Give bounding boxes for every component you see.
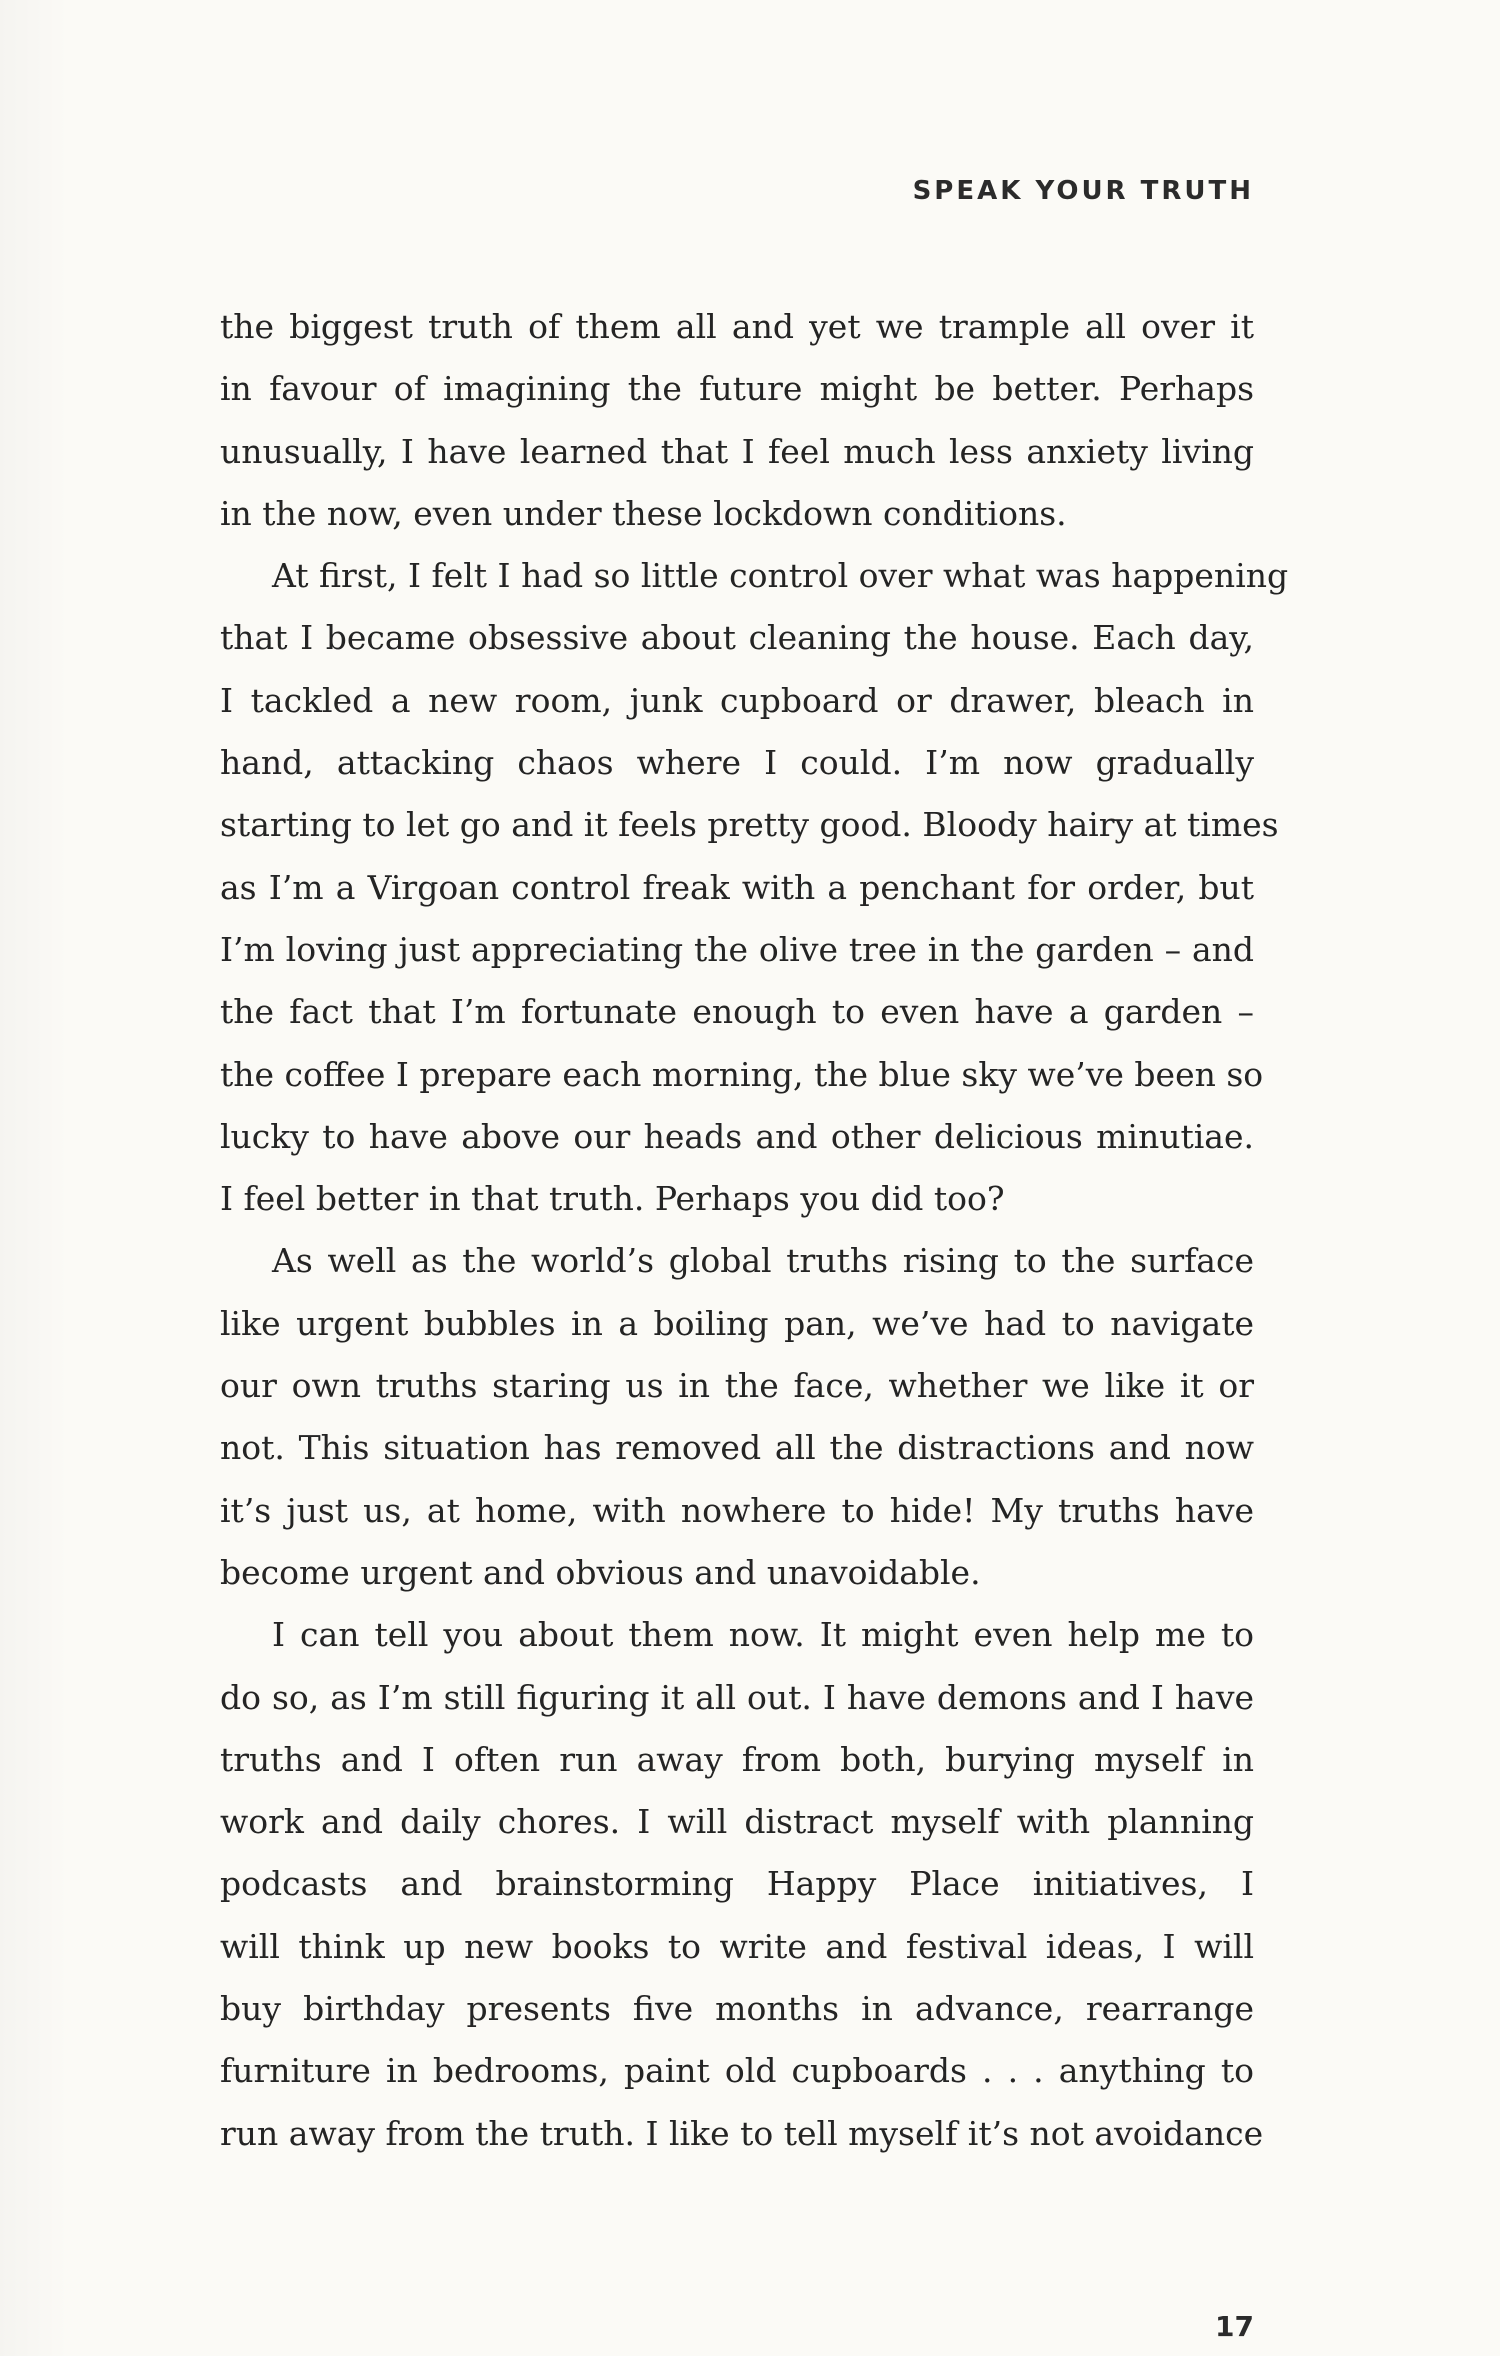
text-line: not. This situation has removed all the distractions and now [220, 1428, 1254, 1468]
text-line: the fact that I’m fortunate enough to even have a garden – [220, 992, 1254, 1032]
text-line: I’m loving just appreciating the olive tree in the garden – and [220, 929, 1254, 969]
text-line: it’s just us, at home, with nowhere to hide! My truths have [220, 1490, 1254, 1530]
body-text [220, 296, 1289, 2165]
text-line: will think up new books to write and festival ideas, I will [220, 1926, 1254, 1966]
paragraph [220, 545, 1289, 1230]
text-line: lucky to have above our heads and other delicious minutiae. [220, 1116, 1254, 1156]
text-line: furniture in bedrooms, paint old cupboards . . . anything to [220, 2051, 1254, 2091]
text-line: our own truths staring us in the face, whether we like it or [220, 1366, 1254, 1406]
text-line: starting to let go and it feels pretty good. Bloody hairy at times [220, 805, 1279, 845]
page-gutter-shade [0, 0, 70, 2356]
text-line: work and daily chores. I will distract myself with planning [220, 1802, 1254, 1842]
text-line: run away from the truth. I like to tell myself it’s not avoidance [220, 2113, 1264, 2153]
running-head: SPEAK YOUR TRUTH [912, 176, 1254, 206]
text-line: in favour of imagining the future might be better. Perhaps [220, 369, 1254, 409]
text-line: as I’m a Virgoan control freak with a penchant for order, but [220, 867, 1254, 907]
text-line: buy birthday presents five months in advance, rearrange [220, 1989, 1254, 2029]
text-line: do so, as I’m still figuring it all out. I have demons and I have [220, 1677, 1254, 1717]
page-number: 17 [1215, 2310, 1254, 2343]
text-line: become urgent and obvious and unavoidable. [220, 1552, 981, 1592]
text-line: As well as the world’s global truths rising to the surface [272, 1241, 1254, 1281]
text-line: At first, I felt I had so little control over what was happening [272, 556, 1289, 596]
text-line: I tackled a new room, junk cupboard or drawer, bleach in [220, 680, 1254, 720]
text-line: like urgent bubbles in a boiling pan, we’ve had to navigate [220, 1303, 1254, 1343]
text-line: I feel better in that truth. Perhaps you did too? [220, 1179, 1005, 1219]
text-line: that I became obsessive about cleaning the house. Each day, [220, 618, 1254, 658]
text-line: the biggest truth of them all and yet we trample all over it [220, 307, 1254, 346]
text-line: podcasts and brainstorming Happy Place initiatives, I [220, 1864, 1254, 1904]
text-line: unusually, I have learned that I feel much less anxiety living [220, 431, 1254, 471]
paragraph [220, 1604, 1264, 2165]
text-line: truths and I often run away from both, burying myself in [220, 1739, 1254, 1779]
paragraph [220, 296, 1254, 545]
text-line: the coffee I prepare each morning, the blue sky we’ve been so [220, 1054, 1264, 1094]
text-line: hand, attacking chaos where I could. I’m now gradually [220, 743, 1254, 783]
text-line: in the now, even under these lockdown conditions. [220, 493, 1067, 533]
text-line: I can tell you about them now. It might even help me to [272, 1615, 1254, 1655]
paragraph [220, 1230, 1254, 1604]
